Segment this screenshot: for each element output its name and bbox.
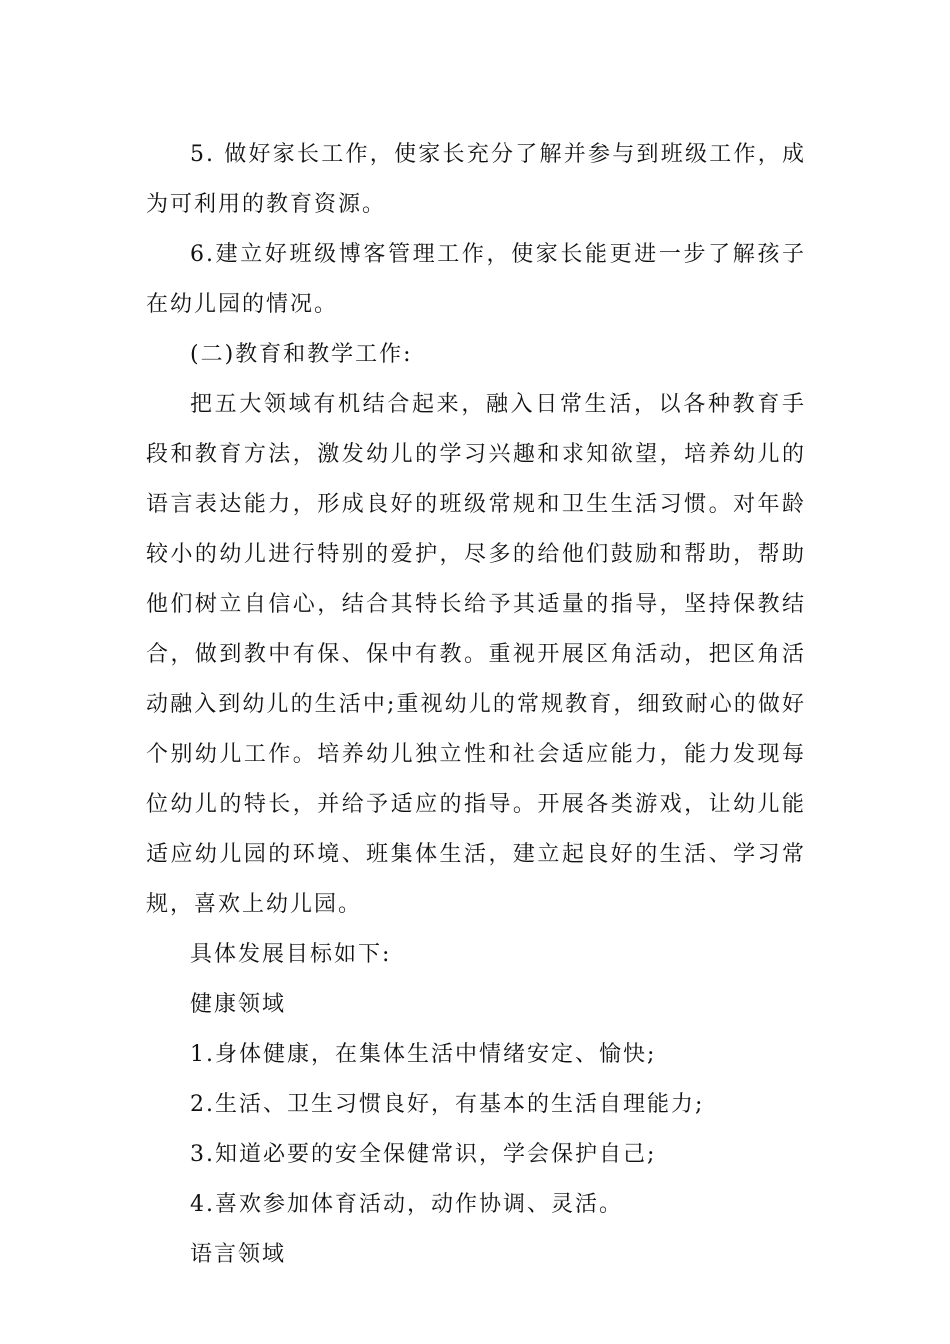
paragraph-goals-intro: 具体发展目标如下: [190, 942, 392, 967]
section-heading-education: (二)教育和教学工作: [190, 342, 413, 367]
list-item-health-3: 3.知道必要的安全保健常识，学会保护自己; [190, 1142, 657, 1167]
paragraph-parent-work: 5. 做好家长工作，使家长充分了解并参与到班级工作，成为可利用的教育资源。 [146, 142, 806, 217]
list-item-health-2: 2.生活、卫生习惯良好，有基本的生活自理能力; [190, 1092, 705, 1117]
document-body [146, 130, 806, 1280]
subheading-language-domain: 语言领域 [190, 1242, 287, 1267]
list-item-health-4: 4.喜欢参加体育活动，动作协调、灵活。 [190, 1192, 623, 1217]
paragraph-education-body: 把五大领域有机结合起来，融入日常生活，以各种教育手段和教育方法，激发幼儿的学习兴趣和求知欲望，培养幼儿的语言表达能力，形成良好的班级常规和卫生生活习惯。对年龄较小的幼儿进行特别的爱护，尽多的给他们鼓励和帮助，帮助他们树立自信心，结合其特长给予其适量的指导，坚持保教结合，做到教中有保、保中有教。重视开展区角活动，把区角活动融入到幼儿的生活中;重视幼儿的常规教育，细致耐心的做好个别幼儿工作。培养幼儿独立性和社会适应能力，能力发现每位幼儿的特长，并给予适应的指导。开展各类游戏，让幼儿能适应幼儿园的环境、班集体生活，建立起良好的生活、学习常规，喜欢上幼儿园。 [146, 392, 806, 917]
subheading-health-domain: 健康领域 [190, 992, 287, 1017]
list-item-health-1: 1.身体健康，在集体生活中情绪安定、愉快; [190, 1042, 657, 1067]
paragraph-class-blog: 6.建立好班级博客管理工作，使家长能更进一步了解孩子在幼儿园的情况。 [146, 242, 806, 317]
